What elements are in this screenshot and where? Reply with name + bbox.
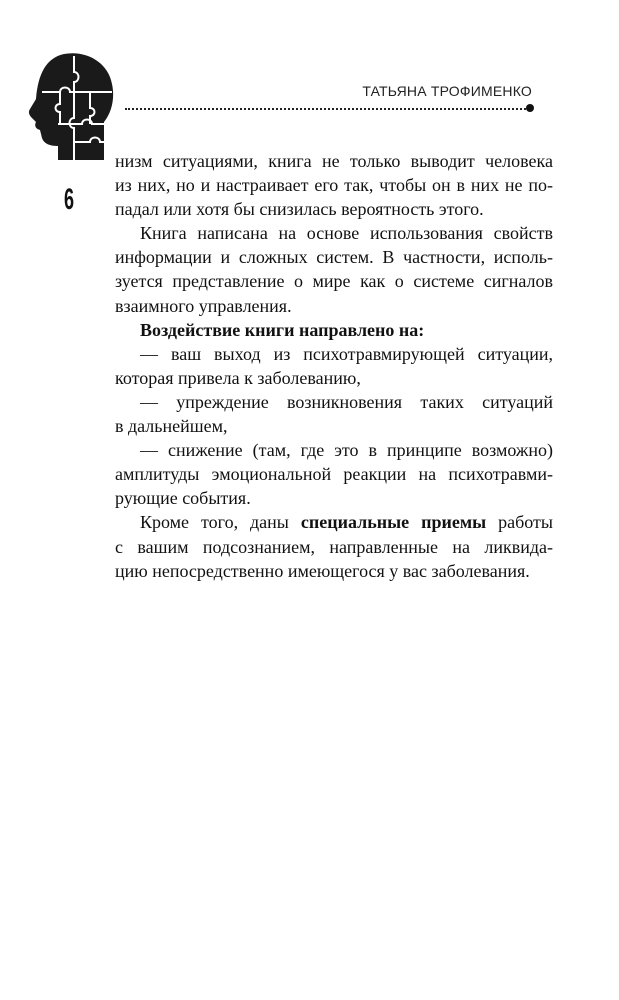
text-line: — упреждение возникновения таких ситуаций xyxy=(140,391,553,412)
rule-end-dot xyxy=(526,104,534,112)
page-number: 6 xyxy=(64,183,75,216)
text-line: падал или хотя бы снизилась вероятность этого. xyxy=(115,199,484,220)
text-line: взаимного управления. xyxy=(115,295,292,316)
text-line: — ваш выход из психотравмирующей ситуации, xyxy=(140,343,553,364)
text-line: амплитуды эмоциональной реакции на психотравми- xyxy=(115,464,553,485)
text-line: которая привела к заболеванию, xyxy=(115,367,361,388)
text-line: — снижение (там, где это в принципе возможно) xyxy=(140,440,553,461)
puzzle-head-icon xyxy=(20,52,120,162)
text-line: с вашим подсознанием, направленные на ликвида- xyxy=(115,536,553,557)
text-run: работы xyxy=(486,512,554,533)
page-body xyxy=(115,149,553,583)
text-run: Кроме того, даны xyxy=(140,512,301,533)
text-line: информации и сложных систем. В частности, исполь- xyxy=(115,247,553,268)
bold-heading: Воздействие книги направлено на: xyxy=(140,319,425,340)
text-line xyxy=(115,510,553,534)
text-line: из них, но и настраивает его так, чтобы он в них не по- xyxy=(115,175,553,196)
header-dotted-rule xyxy=(125,108,529,110)
text-line: Книга написана на основе использования свойств xyxy=(140,223,553,244)
text-line: рующие события. xyxy=(115,488,251,509)
author-name: ТАТЬЯНА ТРОФИМЕНКО xyxy=(362,83,532,99)
text-line: зуется представление о мире как о системе сигналов xyxy=(115,271,553,292)
bold-phrase: специальные приемы xyxy=(300,512,487,533)
text-line: цию непосредственно имеющегося у вас заболевания. xyxy=(115,560,530,581)
text-line: в дальнейшем, xyxy=(115,416,228,437)
text-line: низм ситуациями, книга не только выводит человека xyxy=(115,151,553,171)
